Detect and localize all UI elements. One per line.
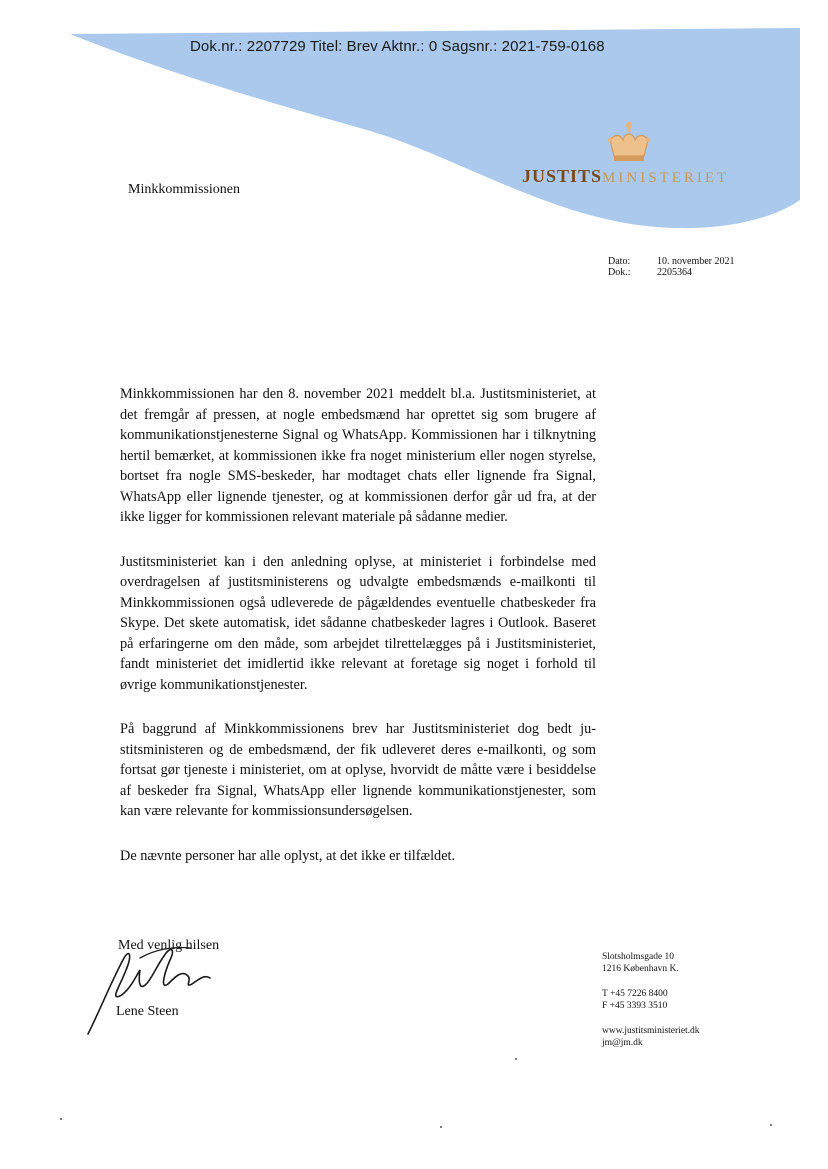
recipient: Minkkommissionen — [128, 182, 241, 197]
address-street: Slotsholmsgade 10 — [602, 952, 675, 962]
address-web: www.justitsministeriet.dk — [602, 1026, 700, 1036]
address-city: 1216 København K. — [602, 963, 679, 974]
address-phone: T +45 7226 8400 — [602, 989, 668, 999]
date-label: Dato: — [608, 256, 631, 267]
letter-body — [120, 384, 596, 890]
doc-label: Dok.: — [608, 267, 631, 278]
body-paragraph: De nævnte personer har alle oplyst, at det ikke er tilfældet. — [120, 847, 456, 864]
logo-light-text: MINISTERIET — [602, 170, 730, 186]
letter-metadata — [608, 256, 735, 278]
closing-greeting: Med venlig hilsen — [118, 938, 220, 953]
ministry-logo — [522, 166, 729, 187]
signatory-name: Lene Steen — [116, 1004, 179, 1019]
date-value: 10. november 2021 — [657, 256, 735, 267]
doc-value: 2205364 — [657, 267, 692, 278]
logo-bold-text: JUSTITS — [522, 166, 603, 186]
address-email: jm@jm.dk — [602, 1037, 643, 1048]
scan-speck — [60, 1118, 62, 1120]
crown-icon — [606, 120, 652, 164]
ministry-address — [602, 952, 700, 1049]
scan-speck — [515, 1058, 517, 1060]
handwritten-signature — [80, 930, 240, 1040]
body-paragraph: På baggrund af Minkkommissionens brev har Justitsministeriet dog bedt justitsministeren og de embedsmænd, der fik udleveret deres e-mailkonti, og som fortsat gør tjeneste i ministeriet, om at oplyse, hvorvidt de måtte være i besiddelse af beskeder fra Signal, WhatsApp eller lignende kommunikationstjenester, som kan være relevante for kommissionsundersøgelsen. — [120, 721, 596, 819]
body-paragraph: Minkkommissionen har den 8. november 2021 meddelt bl.a. Justitsministeriet, at det fremgår af pressen, at nogle embedsmænd har oprettet sig som brugere af kommunikationstjenesterne Signal og WhatsApp. Kommissionen har i tilknytning hertil bemærket, at kommissionen ikke fra noget ministerium eller nogen styrelse, bortset fra nogle SMS-beskeder, har modtaget chats eller lignende fra Signal, WhatsApp eller lignende tjenester, og at kommissionen derfor går ud fra, at der ikke ligger for kommissionen relevant materiale på sådanne medier. — [120, 386, 596, 525]
scan-speck — [440, 1126, 442, 1128]
address-fax: F +45 3393 3510 — [602, 1000, 668, 1011]
scan-speck — [770, 1124, 772, 1126]
body-paragraph: Justitsministeriet kan i den anledning oplyse, at ministeriet i forbindelse med overdragelsen af justitsministerens og udvalgte embedsmænds e-mailkonti til Minkkommissionen også udleverede de pågældendes eventuelle chatbeskeder fra Skype. Det skete automatisk, idet sådanne chatbeskeder lagres i Outlook. Baseret på erfaringerne om den måde, som arbejdet tilrettelægges på i Justitsministeriet, fandt ministeriet det imidlertid ikke relevant at foretage sig noget i forhold til øvrige kommunikationstjenester. — [120, 553, 596, 693]
document-reference: Dok.nr.: 2207729 Titel: Brev Aktnr.: 0 Sagsnr.: 2021-759-0168 — [190, 38, 605, 55]
